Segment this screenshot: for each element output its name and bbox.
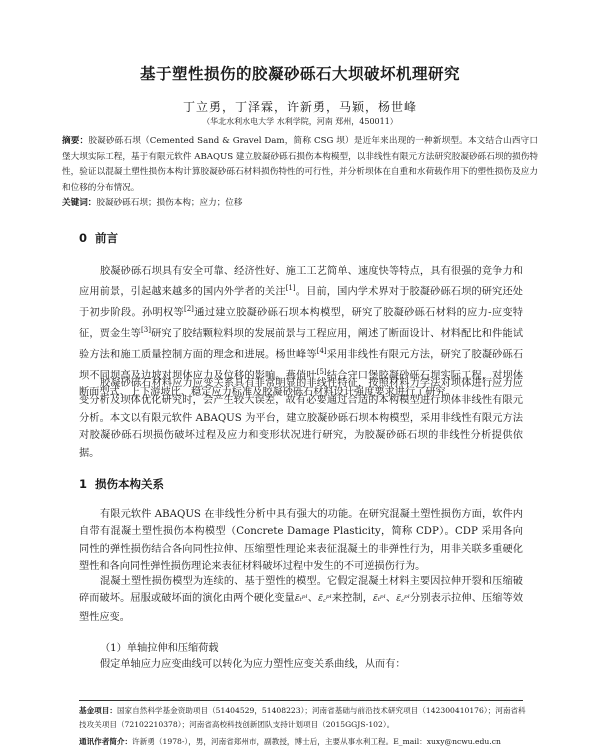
funding-text: 国家自然科学基金资助项目（51404529，51408223）；河南省基础与前沿技术研究项目（142300410176）；河南省科技攻关项目（72102210378）；河南省高校科技创新团队支持计划项目（2015GGJS-102）。 xyxy=(79,706,526,729)
keywords-label: 关键词： xyxy=(62,198,97,208)
paper-title: 基于塑性损伤的胶凝砂砾石大坝破坏机理研究 xyxy=(139,65,460,83)
citation: [5] xyxy=(316,367,327,376)
section-heading-1 xyxy=(79,476,164,492)
intro-paragraph-1: 胶凝砂砾石坝具有安全可靠、经济性好、施工工艺简单、速度快等特点，具有很强的竞争力和应用前景，引起越来越多的国内外学者的关注[1]。目前，国内学术界对于胶凝砂砾石坝的研究还处于初步阶段。孙明权等[2]通过建立胶凝砂砾石坝本构模型，研究了胶凝砂砾石材料的应力-应变特征，贾金生等[3]研究了胶结颗粒料坝的发展前景与工程应用，阐述了断面设计、材料配比和件能试验方法和施工质量控制方面的理念和进展。杨世峰等[4]采用非线性有限元方法，研究了胶凝砂砾石坝不同坝高及边坡对坝体应力及位移的影响。燕俏叶[5]结合守口堡胶凝砂砾石坝实际工程，对坝体断面型式、上下游坡比、稳定应力标准及胶凝砂砾石材料设计强度要求进行了研究。 xyxy=(79,266,524,399)
citation: [4] xyxy=(316,346,327,355)
hardening-variable-tension: ε̃ₜᵖˡ xyxy=(373,594,386,605)
section1-paragraph-3: 假定单轴应力应变曲线可以转化为应力塑性应变关系曲线，从而有： xyxy=(100,659,406,670)
hardening-variable-tension: ε̃ₜᵖˡ xyxy=(294,594,308,605)
author-footnote xyxy=(79,735,529,749)
funding-label: 基金项目： xyxy=(79,706,117,715)
section1-paragraph-1: 有限元软件 ABAQUS 在非线性分析中具有强大的功能。在研究混凝土塑性损伤方面，软件内自带有混凝土塑性损伤本构模型（Concrete Damage Plasticity，简称 CDP）。CDP 采用各向同性的弹性损伤结合各向同性拉伸、压缩塑性理论来表征混凝土的非弹性行为，用非关联多重硬化塑性和各向同性弹性损伤理论来表征材料破坏过程中发生的不可逆损伤行为。 xyxy=(79,509,523,573)
author-note-text: 许新勇（1978-），男，河南省郑州市，副教授，博士后，主要从事水利工程。E_mail：xuxy@ncwu.edu.cn xyxy=(132,737,501,746)
abstract-label: 摘要： xyxy=(62,136,89,146)
funding-footnote xyxy=(79,704,529,732)
hardening-variable-compression: ε̃꜀ᵖˡ xyxy=(396,594,410,605)
section1-paragraph-2: 混凝土塑性损伤模型为连续的、基于塑性的模型。它假定混凝土材料主要因拉伸开裂和压缩破碎而破坏。屈服或破坏面的演化由两个硬化变量ε̃ₜᵖˡ、ε̃꜀ᵖˡ来控制，ε̃ₜᵖˡ、ε̃꜀ᵖˡ分别表示拉伸、压缩等效塑性应变。 xyxy=(79,576,524,623)
abstract xyxy=(62,134,538,196)
section-number: 0 xyxy=(79,231,88,245)
footnote-divider xyxy=(79,700,523,701)
hardening-variable-compression: ε̃꜀ᵖˡ xyxy=(318,594,332,605)
keywords xyxy=(62,196,538,210)
intro-paragraph-2: 胶凝砂砾石材料应力应变关系具有非常明显的非线性特征，按照材料力学法对坝体进行应力应变分析及坝体优化研究时，会产生较大误差，故有必要通过合适的本构模型进行坝体非线性有限元分析。本文以有限元软件 ABAQUS 为平台，建立胶凝砂砾石坝本构模型，采用非线性有限元方法对胶凝砂砾石坝损伤破坏过程及应力和变形状况进行研究，为胶凝砂砾石坝的非线性分析提供依据。 xyxy=(79,378,523,459)
author-note-label: 通讯作者简介： xyxy=(79,737,133,746)
section-number: 1 xyxy=(79,477,88,491)
citation: [2] xyxy=(183,305,194,314)
subheading-uniaxial-loading: （1）单轴拉伸和压缩荷载 xyxy=(100,643,219,654)
citation: [1] xyxy=(285,284,296,293)
section-heading-0 xyxy=(79,230,118,246)
citation: [3] xyxy=(141,326,151,334)
affiliation: （华北水利水电大学 水利学院，河南 郑州，450011） xyxy=(202,117,398,126)
keywords-text: 胶凝砂砾石坝；损伤本构；应力；位移 xyxy=(96,198,243,208)
abstract-text: 胶凝砂砾石坝（Cemented Sand & Gravel Dam，简称 CSG 坝）是近年来出现的一种新坝型。本文结合山西守口堡大坝实际工程，基于有限元软件 ABAQUS 建立胶凝砂砾石损伤本构模型，以非线性有限元方法研究胶凝砂砾石坝的损伤特性，验证以混凝土塑性损伤本构计算胶凝砂砾石材料损伤特性的可行性，并分析坝体在自重和水荷载作用下的塑性损伤及应力和位移的分布情况。 xyxy=(62,136,538,193)
author-list: 丁立勇，丁泽霖，许新勇，马颖，杨世峰 xyxy=(182,100,417,114)
section-title: 损伤本构关系 xyxy=(95,477,165,491)
section-title: 前言 xyxy=(95,231,119,245)
